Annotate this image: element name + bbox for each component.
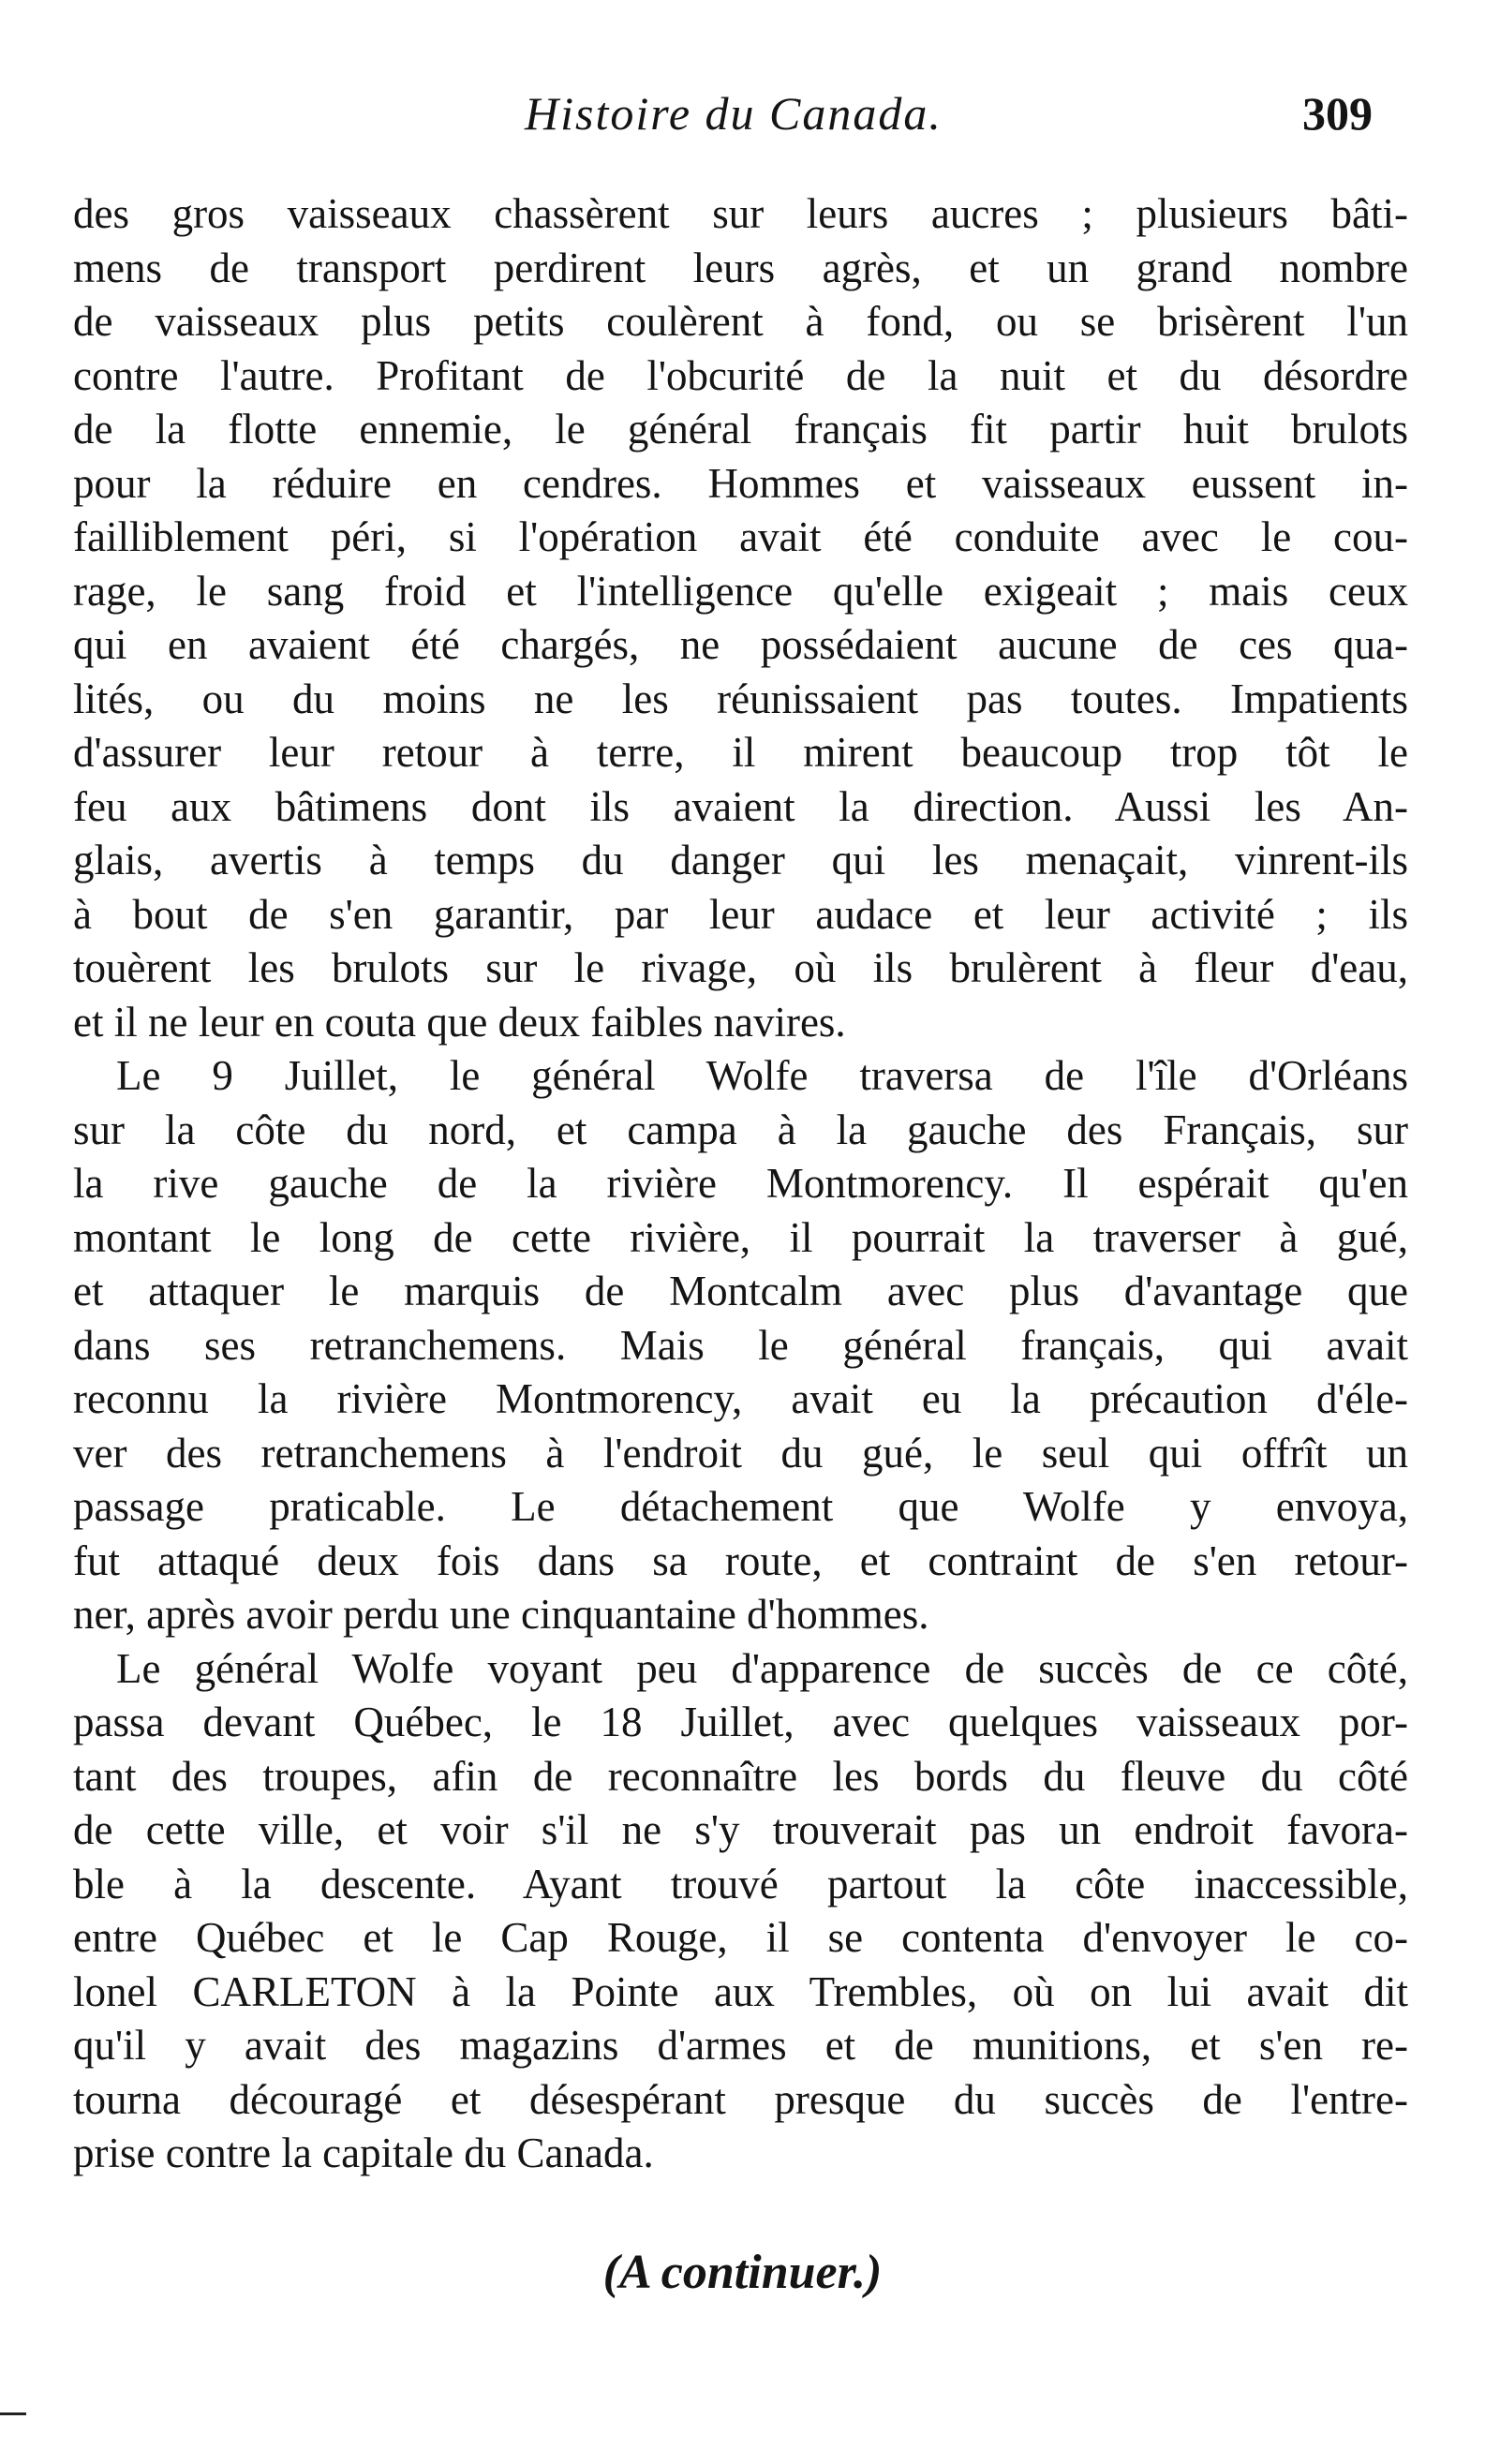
text-line: contre l'autre. Profitant de l'obcurité de la nuit et du désordre — [73, 351, 1408, 399]
text-line: ble à la descente. Ayant trouvé partout la côte inaccessible, — [73, 1860, 1408, 1907]
text-line: d'assurer leur retour à terre, il mirent beaucoup trop tôt le — [73, 729, 1408, 776]
text-line: et il ne leur en couta que deux faibles navires. — [73, 998, 846, 1046]
text-line: de cette ville, et voir s'il ne s'y trouverait pas un endroit favora- — [73, 1806, 1408, 1853]
continuation-note: (A continuer.) — [602, 2246, 883, 2299]
running-title: Histoire du Canada. — [525, 87, 943, 140]
text-line: tant des troupes, afin de reconnaître les bords du fleuve du côté — [73, 1752, 1408, 1800]
text-line: passa devant Québec, le 18 Juillet, avec quelques vaisseaux por- — [73, 1699, 1408, 1745]
text-line: prise contre la capitale du Canada. — [73, 2130, 654, 2176]
text-line: la rive gauche de la rivière Montmorency. Il espérait qu'en — [73, 1160, 1408, 1207]
text-line: de vaisseaux plus petits coulèrent à fond, ou se brisèrent l'un — [73, 298, 1408, 345]
text-line: glais, avertis à temps du danger qui les menaçait, vinrent-ils — [73, 837, 1408, 883]
text-line: passage praticable. Le détachement que Wolfe y envoya, — [73, 1483, 1408, 1530]
text-line: entre Québec et le Cap Rouge, il se contenta d'envoyer le co- — [73, 1914, 1408, 1961]
text-line: pour la réduire en cendres. Hommes et vaisseaux eussent in- — [73, 459, 1408, 507]
text-line: touèrent les brulots sur le rivage, où ils brulèrent à fleur d'eau, — [73, 944, 1408, 991]
text-line: ver des retranchemens à l'endroit du gué, le seul qui offrît un — [73, 1429, 1408, 1477]
text-line: mens de transport perdirent leurs agrès, et un grand nombre — [73, 244, 1408, 291]
text-line: et attaquer le marquis de Montcalm avec plus d'avantage que — [73, 1268, 1408, 1314]
text-line: failliblement péri, si l'opération avait été conduite avec le cou- — [73, 513, 1408, 560]
text-line: qui en avaient été chargés, ne possédaient aucune de ces qua- — [73, 621, 1408, 668]
text-line: qu'il y avait des magazins d'armes et de munitions, et s'en re- — [73, 2022, 1408, 2069]
text-line: tourna découragé et désespérant presque du succès de l'entre- — [73, 2075, 1408, 2123]
running-header — [0, 86, 1485, 152]
text-line: fut attaqué deux fois dans sa route, et contraint de s'en retour- — [73, 1536, 1408, 1584]
text-line: reconnu la rivière Montmorency, avait eu la précaution d'éle- — [73, 1375, 1408, 1422]
text-line: rage, le sang froid et l'intelligence qu'elle exigeait ; mais ceux — [73, 567, 1408, 615]
text-line: des gros vaisseaux chassèrent sur leurs aucres ; plusieurs bâti- — [73, 190, 1408, 237]
text-line: lités, ou du moins ne les réunissaient pas toutes. Impatients — [73, 675, 1408, 722]
text-line: Le 9 Juillet, le général Wolfe traversa de l'île d'Orléans — [116, 1052, 1408, 1099]
text-line: lonel CARLETON à la Pointe aux Trembles, où on lui avait dit — [73, 1967, 1408, 2015]
text-line: montant le long de cette rivière, il pourrait la traverser à gué, — [73, 1213, 1408, 1261]
text-line: sur la côte du nord, et campa à la gauche des Français, sur — [73, 1106, 1408, 1153]
text-line: feu aux bâtimens dont ils avaient la direction. Aussi les An- — [73, 782, 1408, 830]
text-line: Le général Wolfe voyant peu d'apparence de succès de ce côté, — [116, 1644, 1408, 1692]
text-line: dans ses retranchemens. Mais le général français, qui avait — [73, 1321, 1408, 1369]
text-line: de la flotte ennemie, le général français fit partir huit brulots — [73, 406, 1408, 453]
text-line: ner, après avoir perdu une cinquantaine d'hommes. — [73, 1591, 929, 1638]
body-text — [73, 187, 1408, 2181]
page-number: 309 — [1302, 87, 1373, 140]
text-line: à bout de s'en garantir, par leur audace et leur activité ; ils — [73, 890, 1408, 938]
page-edge-mark — [0, 2412, 26, 2415]
